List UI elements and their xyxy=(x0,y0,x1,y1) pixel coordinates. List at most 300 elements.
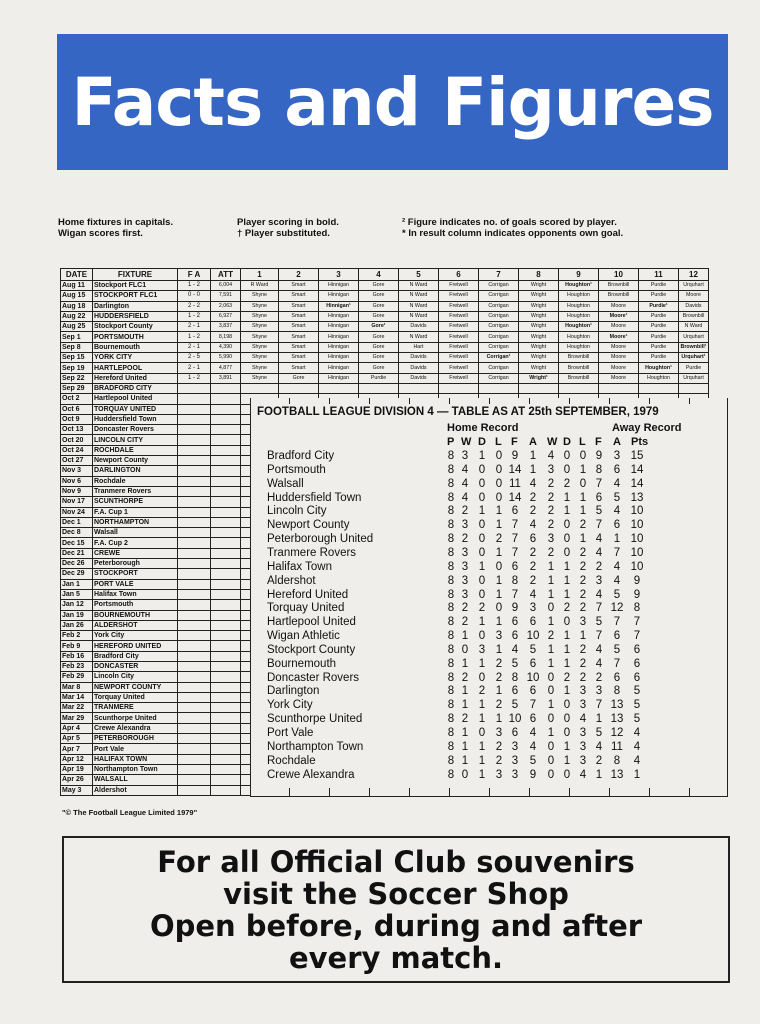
league-stat: 1 xyxy=(461,699,469,712)
league-column-header: W xyxy=(547,436,558,448)
fixture-date: Oct 27 xyxy=(61,456,93,466)
legend-scoring xyxy=(237,217,339,239)
grid-tick xyxy=(289,398,290,404)
fixture-attendance xyxy=(211,641,241,651)
fixture-attendance xyxy=(211,394,241,404)
league-stat: 7 xyxy=(613,657,621,670)
league-team-name: Peterborough United xyxy=(267,533,374,546)
league-stat: 2 xyxy=(547,491,555,504)
league-stat: 1 xyxy=(547,643,555,656)
fixture-player xyxy=(679,383,709,393)
fixture-date: Nov 9 xyxy=(61,486,93,496)
fixture-attendance xyxy=(211,404,241,414)
league-stat: 4 xyxy=(461,477,469,490)
fixture-player: Moore xyxy=(599,353,639,363)
league-stat: 0 xyxy=(563,713,571,726)
fixture-date: Oct 13 xyxy=(61,425,93,435)
fixture-result xyxy=(178,764,211,774)
fixture-player xyxy=(319,383,359,393)
league-stat: 6 xyxy=(511,616,519,629)
fixture-row xyxy=(61,311,709,321)
league-team-name: Aldershot xyxy=(267,574,316,587)
fixture-result xyxy=(178,507,211,517)
fixture-opponent: YORK CITY xyxy=(93,353,178,363)
league-stat: 0 xyxy=(495,463,503,476)
fixture-attendance xyxy=(211,548,241,558)
fixture-result: 2 - 1 xyxy=(178,322,211,332)
fixture-row xyxy=(61,363,709,373)
fixture-date: Aug 22 xyxy=(61,311,93,321)
league-stat: 4 xyxy=(633,754,641,767)
league-stat: 5 xyxy=(613,643,621,656)
league-stat: 10 xyxy=(630,505,644,518)
league-stat: 7 xyxy=(595,699,603,712)
fixture-opponent: Crewe Alexandra xyxy=(93,723,178,733)
league-stat: 6 xyxy=(529,713,537,726)
fixture-player: Gore xyxy=(359,311,399,321)
fixture-player: Purdie xyxy=(639,311,679,321)
fixture-player: Shyne xyxy=(241,373,279,383)
league-stat: 2 xyxy=(579,574,587,587)
league-stat: 2 xyxy=(579,643,587,656)
fixture-opponent: CREWE xyxy=(93,548,178,558)
league-stat: 1 xyxy=(579,630,587,643)
fixture-attendance xyxy=(211,476,241,486)
league-stat: 0 xyxy=(547,671,555,684)
fixture-attendance xyxy=(211,754,241,764)
fixture-attendance xyxy=(211,466,241,476)
league-stat: 1 xyxy=(547,560,555,573)
league-stat: 1 xyxy=(495,616,503,629)
fixture-player: Fretwell xyxy=(439,281,479,291)
fixture-opponent: Halifax Town xyxy=(93,589,178,599)
league-stat: 1 xyxy=(461,727,469,739)
fixture-player: Purdie xyxy=(639,353,679,363)
fixture-attendance: 7,591 xyxy=(211,291,241,301)
league-team-name: Tranmere Rovers xyxy=(267,546,357,559)
league-stat: 0 xyxy=(547,713,555,726)
fixture-player: Moore xyxy=(599,322,639,332)
fixture-result xyxy=(178,631,211,641)
league-stat: 1 xyxy=(495,713,503,726)
fixture-result xyxy=(178,456,211,466)
fixture-player: Brownbill xyxy=(679,311,709,321)
fixture-date: Mar 8 xyxy=(61,682,93,692)
league-row xyxy=(251,547,727,561)
league-stat: 1 xyxy=(547,727,555,739)
fixture-attendance xyxy=(211,445,241,455)
legend-goals xyxy=(402,217,623,239)
league-stat: 0 xyxy=(461,643,469,656)
advert-line: Open before, during and after xyxy=(149,908,643,943)
fixture-opponent: Scunthorpe United xyxy=(93,713,178,723)
grid-tick xyxy=(369,788,370,796)
league-stat: 1 xyxy=(579,505,587,518)
league-stat: 0 xyxy=(478,574,486,587)
fixture-opponent: TRANMERE xyxy=(93,703,178,713)
league-stat: 0 xyxy=(461,768,469,781)
league-stat: 0 xyxy=(547,602,555,615)
fixture-date: Dec 8 xyxy=(61,528,93,538)
league-stat: 5 xyxy=(633,713,641,726)
grid-tick xyxy=(289,788,290,796)
fixture-player xyxy=(599,383,639,393)
league-row xyxy=(251,505,727,519)
league-stat: 0 xyxy=(478,546,486,559)
fixtures-column-header: 10 xyxy=(599,269,639,281)
fixture-attendance xyxy=(211,713,241,723)
grid-tick xyxy=(449,788,450,796)
fixture-opponent: Peterborough xyxy=(93,559,178,569)
league-stat: 4 xyxy=(461,463,469,476)
fixture-row xyxy=(61,281,709,291)
league-stat: 2 xyxy=(495,671,503,684)
grid-tick xyxy=(689,398,690,404)
fixture-date: Feb 9 xyxy=(61,641,93,651)
league-stat: 3 xyxy=(461,588,469,601)
fixture-opponent: Rochdale xyxy=(93,476,178,486)
fixture-attendance xyxy=(211,764,241,774)
league-stat: 2 xyxy=(529,491,537,504)
legend-line: Wigan scores first. xyxy=(58,228,143,239)
fixture-date: Apr 12 xyxy=(61,754,93,764)
league-team-name: Bradford City xyxy=(267,450,335,462)
fixture-attendance xyxy=(211,661,241,671)
fixture-player: Gore xyxy=(359,281,399,291)
league-stat: 7 xyxy=(595,630,603,643)
league-column-header: A xyxy=(529,436,537,448)
league-stat: 1 xyxy=(478,768,486,781)
league-stat: 2 xyxy=(478,602,486,615)
league-stat: 8 xyxy=(447,699,455,712)
league-stat: 8 xyxy=(447,768,455,781)
league-stat: 5 xyxy=(529,754,537,767)
fixture-player: Hinnigan xyxy=(319,353,359,363)
fixture-player: Moore xyxy=(599,301,639,311)
league-stat: 3 xyxy=(595,574,603,587)
grid-tick xyxy=(569,788,570,796)
fixture-date: Feb 23 xyxy=(61,661,93,671)
fixture-date: Apr 5 xyxy=(61,734,93,744)
grid-tick xyxy=(609,788,610,796)
fixtures-column-header: 5 xyxy=(399,269,439,281)
fixture-player: N Ward xyxy=(399,291,439,301)
fixture-opponent: PETERBOROUGH xyxy=(93,734,178,744)
fixture-result xyxy=(178,703,211,713)
league-stat: 8 xyxy=(447,671,455,684)
fixture-date: Apr 26 xyxy=(61,775,93,785)
league-stat: 7 xyxy=(613,546,621,559)
fixture-player: Purdie¹ xyxy=(639,301,679,311)
league-stat: 1 xyxy=(478,713,486,726)
fixture-player: Davids xyxy=(679,301,709,311)
fixture-attendance xyxy=(211,559,241,569)
fixture-result xyxy=(178,754,211,764)
fixture-player: Purdie xyxy=(639,322,679,332)
grid-tick xyxy=(489,398,490,404)
league-team-name: Scunthorpe United xyxy=(267,713,363,726)
fixture-attendance xyxy=(211,692,241,702)
fixture-date: Dec 29 xyxy=(61,569,93,579)
league-stat: 1 xyxy=(461,657,469,670)
fixtures-column-header: ATT xyxy=(211,269,241,281)
fixture-player: Houghton xyxy=(559,311,599,321)
legend-line: * In result column indicates opponents own goal. xyxy=(402,228,624,239)
league-stat: 3 xyxy=(579,740,587,753)
league-stat: 1 xyxy=(461,685,469,698)
fixture-player: Wright xyxy=(519,291,559,301)
league-row xyxy=(251,699,727,713)
fixture-player: Fretwell xyxy=(439,363,479,373)
league-stat: 5 xyxy=(613,491,621,504)
league-stat: 2 xyxy=(595,560,603,573)
fixture-result: 1 - 2 xyxy=(178,332,211,342)
league-stat: 0 xyxy=(478,491,486,504)
fixture-opponent: Bradford City xyxy=(93,651,178,661)
fixture-date: Feb 16 xyxy=(61,651,93,661)
fixture-result xyxy=(178,713,211,723)
fixture-player: N Ward xyxy=(399,301,439,311)
fixture-player: Moore xyxy=(599,342,639,352)
fixture-player: Brownbill xyxy=(599,281,639,291)
fixture-player: Gore xyxy=(359,291,399,301)
fixture-player: Smart xyxy=(279,322,319,332)
league-stat: 3 xyxy=(579,616,587,629)
fixture-date: Apr 4 xyxy=(61,723,93,733)
league-stat: 3 xyxy=(579,754,587,767)
league-stat: 1 xyxy=(563,630,571,643)
fixture-result xyxy=(178,744,211,754)
league-stat: 5 xyxy=(595,727,603,739)
fixture-row xyxy=(61,342,709,352)
fixture-result xyxy=(178,425,211,435)
fixture-player: Fretwell xyxy=(439,311,479,321)
league-stat: 1 xyxy=(579,491,587,504)
league-column-header: D xyxy=(478,436,486,448)
fixture-player: Wright xyxy=(519,322,559,332)
fixture-player: Wright¹ xyxy=(519,373,559,383)
fixture-player: Hinnigan xyxy=(319,291,359,301)
league-stat: 2 xyxy=(529,574,537,587)
league-stat: 3 xyxy=(547,463,555,476)
fixture-player xyxy=(559,383,599,393)
league-stat: 6 xyxy=(529,616,537,629)
league-column-header: Pts xyxy=(631,436,649,448)
fixture-attendance: 3,837 xyxy=(211,322,241,332)
fixture-attendance: 6,004 xyxy=(211,281,241,291)
league-row xyxy=(251,672,727,686)
league-stat: 1 xyxy=(563,657,571,670)
fixture-opponent: STOCKPORT FLC1 xyxy=(93,291,178,301)
fixture-opponent: PORT VALE xyxy=(93,579,178,589)
fixture-result xyxy=(178,641,211,651)
league-team-name: Stockport County xyxy=(267,643,356,656)
grid-tick xyxy=(609,398,610,404)
league-stat: 1 xyxy=(547,616,555,629)
fixture-result xyxy=(178,620,211,630)
fixture-player: Wright xyxy=(519,332,559,342)
league-stat: 9 xyxy=(511,450,519,462)
fixture-result: 1 - 2 xyxy=(178,311,211,321)
league-column-header: L xyxy=(495,436,502,448)
fixture-opponent: HARTLEPOOL xyxy=(93,363,178,373)
league-stat: 8 xyxy=(447,616,455,629)
league-stat: 5 xyxy=(595,616,603,629)
league-stat: 2 xyxy=(579,560,587,573)
league-column-header: P xyxy=(447,436,455,448)
league-stat: 9 xyxy=(633,588,641,601)
fixture-player: Smart xyxy=(279,301,319,311)
league-stat: 0 xyxy=(495,602,503,615)
fixture-attendance: 5,990 xyxy=(211,353,241,363)
league-stat: 13 xyxy=(610,768,624,781)
fixture-opponent: Walsall xyxy=(93,528,178,538)
fixture-player: Purdie xyxy=(639,291,679,301)
fixture-date: Sep 15 xyxy=(61,353,93,363)
fixture-player: Purdie xyxy=(679,363,709,373)
grid-tick xyxy=(569,398,570,404)
league-stat: 8 xyxy=(447,630,455,643)
league-stat: 4 xyxy=(633,727,641,739)
fixture-attendance xyxy=(211,600,241,610)
league-stat: 4 xyxy=(529,477,537,490)
fixture-opponent: HUDDERSFIELD xyxy=(93,311,178,321)
league-stat: 14 xyxy=(508,463,522,476)
soccer-shop-advert xyxy=(62,836,730,983)
fixture-opponent: Tranmere Rovers xyxy=(93,486,178,496)
fixture-date: Jan 1 xyxy=(61,579,93,589)
fixture-date: Oct 2 xyxy=(61,394,93,404)
fixture-result xyxy=(178,486,211,496)
league-stat: 1 xyxy=(478,699,486,712)
fixture-result xyxy=(178,723,211,733)
fixture-player: Wright xyxy=(519,301,559,311)
league-stat: 13 xyxy=(610,713,624,726)
league-stat: 0 xyxy=(495,560,503,573)
fixture-player: Smart xyxy=(279,311,319,321)
fixture-date: Jan 26 xyxy=(61,620,93,630)
league-team-name: Bournemouth xyxy=(267,657,337,670)
fixtures-column-header: 4 xyxy=(359,269,399,281)
grid-tick xyxy=(369,398,370,404)
league-stat: 8 xyxy=(447,560,455,573)
fixture-player: Corrigan xyxy=(479,311,519,321)
league-stat: 0 xyxy=(478,533,486,546)
league-stat: 6 xyxy=(633,657,641,670)
fixture-player: Gore¹ xyxy=(359,322,399,332)
league-stat: 1 xyxy=(478,560,486,573)
league-stat: 8 xyxy=(447,491,455,504)
league-row xyxy=(251,450,727,464)
fixture-result xyxy=(178,528,211,538)
fixture-opponent: Doncaster Rovers xyxy=(93,425,178,435)
fixture-player: Gore xyxy=(359,332,399,342)
fixture-player: Moore xyxy=(599,363,639,373)
league-stat: 1 xyxy=(563,505,571,518)
fixture-player: Shyne xyxy=(241,363,279,373)
fixture-date: Nov 24 xyxy=(61,507,93,517)
league-stat: 2 xyxy=(461,713,469,726)
fixture-player xyxy=(439,383,479,393)
league-stat: 7 xyxy=(613,616,621,629)
league-stat: 2 xyxy=(547,477,555,490)
fixture-player: Hinnigan xyxy=(319,342,359,352)
league-stat: 3 xyxy=(478,643,486,656)
grid-tick xyxy=(529,788,530,796)
league-stat: 2 xyxy=(547,505,555,518)
fixture-result: 2 - 5 xyxy=(178,353,211,363)
league-team-name: Huddersfield Town xyxy=(267,491,362,504)
fixture-row xyxy=(61,301,709,311)
league-stat: 8 xyxy=(447,685,455,698)
league-stat: 8 xyxy=(633,602,641,615)
league-team-name: Portsmouth xyxy=(267,463,326,476)
fixture-player: Wright xyxy=(519,311,559,321)
league-team-name: Hartlepool United xyxy=(267,616,356,629)
league-stat: 10 xyxy=(526,671,540,684)
league-stat: 1 xyxy=(547,699,555,712)
fixture-player xyxy=(241,383,279,393)
league-stat: 1 xyxy=(495,643,503,656)
league-stat: 1 xyxy=(563,574,571,587)
league-stat: 10 xyxy=(630,533,644,546)
fixture-opponent: ALDERSHOT xyxy=(93,620,178,630)
league-stat: 0 xyxy=(563,727,571,739)
fixture-opponent: F.A. Cup 2 xyxy=(93,538,178,548)
fixture-date: Mar 29 xyxy=(61,713,93,723)
fixtures-column-header: 1 xyxy=(241,269,279,281)
fixture-date: Nov 17 xyxy=(61,497,93,507)
league-stat: 6 xyxy=(613,630,621,643)
fixture-attendance xyxy=(211,785,241,795)
fixture-attendance: 3,891 xyxy=(211,373,241,383)
fixture-player: Hinnigan xyxy=(319,281,359,291)
fixture-result xyxy=(178,682,211,692)
fixture-date: Dec 21 xyxy=(61,548,93,558)
fixture-date: Feb 29 xyxy=(61,672,93,682)
league-stat: 11 xyxy=(509,477,521,490)
fixture-player: Purdie xyxy=(359,373,399,383)
fixture-date: Aug 18 xyxy=(61,301,93,311)
league-stat: 2 xyxy=(563,602,571,615)
fixture-opponent: Northampton Town xyxy=(93,764,178,774)
fixture-attendance xyxy=(211,744,241,754)
league-stat: 2 xyxy=(495,657,503,670)
grid-tick xyxy=(409,398,410,404)
fixture-opponent: Stockport County xyxy=(93,322,178,332)
fixture-attendance xyxy=(211,538,241,548)
fixture-player: Houghton¹ xyxy=(559,281,599,291)
fixture-player: Hinnigan xyxy=(319,332,359,342)
fixture-player: Urquhart¹ xyxy=(679,353,709,363)
fixture-result: 2 - 1 xyxy=(178,363,211,373)
fixture-player: Shyne xyxy=(241,322,279,332)
fixture-opponent: ROCHDALE xyxy=(93,445,178,455)
home-record-heading: Home Record xyxy=(447,422,519,434)
fixture-player: Wright xyxy=(519,363,559,373)
fixture-attendance xyxy=(211,569,241,579)
fixture-date: Aug 25 xyxy=(61,322,93,332)
fixtures-column-header: F A xyxy=(178,269,211,281)
fixture-attendance xyxy=(211,703,241,713)
league-stat: 1 xyxy=(563,560,571,573)
league-stat: 9 xyxy=(529,768,537,781)
fixture-result xyxy=(178,414,211,424)
league-stat: 7 xyxy=(511,588,519,601)
league-stat: 8 xyxy=(447,505,455,518)
league-stat: 14 xyxy=(630,463,644,476)
league-stat: 6 xyxy=(511,505,519,518)
